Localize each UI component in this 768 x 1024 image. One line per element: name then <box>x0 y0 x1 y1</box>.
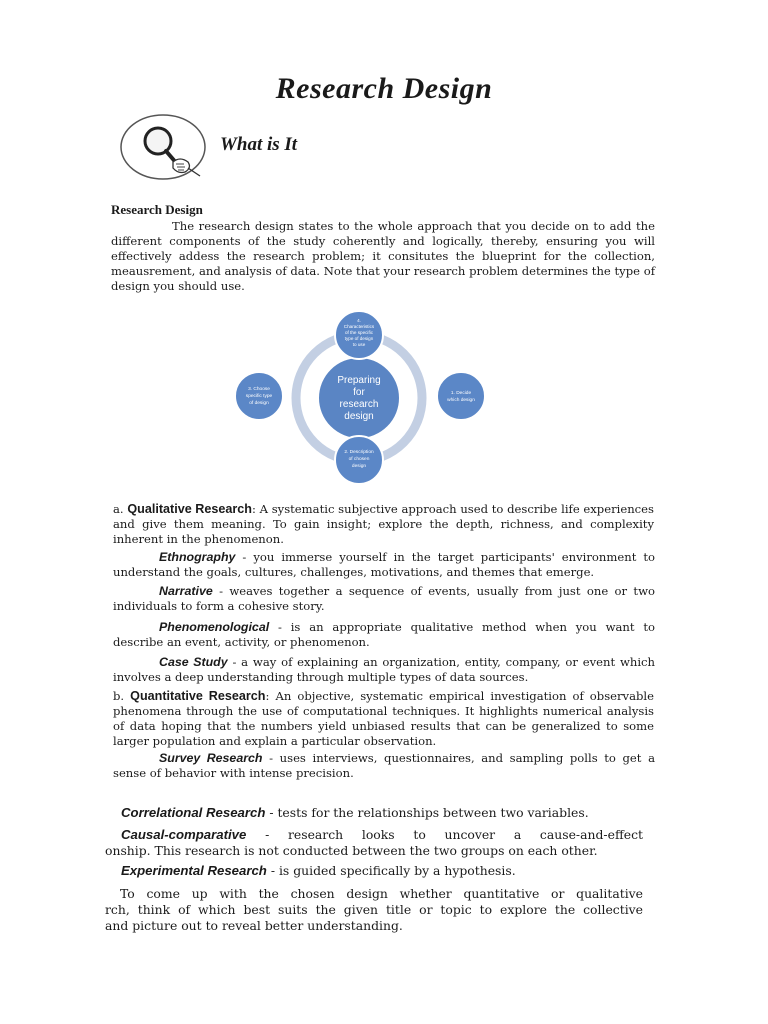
case-study-item <box>113 655 655 685</box>
quantitative-term: Quantitative Research <box>130 689 266 703</box>
node-label-line: to use <box>352 342 366 347</box>
center-node <box>318 357 400 439</box>
closing-line: rch, think of which best suits the given title or topic to explore the collective <box>105 902 643 917</box>
item-definition: - uses interviews, questionnaires, and sampling polls to get a sense of behavior with intense precision. <box>113 751 655 780</box>
top-node <box>335 311 383 359</box>
item-term: Causal-comparative <box>121 827 247 842</box>
list-marker: a. <box>113 502 128 516</box>
item-definition: - a way of explaining an organization, entity, company, or event which involves a deep understanding through multiple types of data sources. <box>113 655 656 684</box>
quantitative-paragraph <box>113 689 654 749</box>
item-definition: - research looks to uncover a cause-and-effect <box>246 827 643 842</box>
item-definition: - is guided specifically by a hypothesis. <box>266 863 516 878</box>
item-term: Survey Research <box>159 751 263 765</box>
survey-research-item <box>113 751 655 781</box>
narrative-item <box>113 584 655 614</box>
center-label-line: research <box>339 399 379 410</box>
node-label-line: 2. Description <box>344 450 374 455</box>
item-term: Narrative <box>159 584 213 598</box>
item-term: Phenomenological <box>159 620 270 634</box>
item-term: Case Study <box>159 655 228 669</box>
center-label-line: Preparing <box>337 375 381 386</box>
qualitative-definition: : A systematic subjective approach used to describe life experiences and give them meaning. To gain insight; explore the depth, richness, and complexity inherent in the phenomenon. <box>113 502 654 546</box>
node-label-line: of the specific <box>344 330 374 335</box>
item-term: Correlational Research <box>121 805 266 820</box>
qualitative-paragraph <box>113 502 654 547</box>
node-label-line: design <box>351 464 367 469</box>
node-label-line: Characteristics <box>343 324 375 329</box>
intro-paragraph: The research design states to the whole approach that you decide on to add the different components of the study coherently and logically, thereby, ensuring you will effectively addess the research problem; it consitutes the blueprint for the collection, meausrement, and analysis of data. Note that your research problem determines the type of design you should use. <box>111 219 655 293</box>
research-design-cycle-diagram <box>228 308 488 484</box>
node-label-line: of design <box>249 401 269 406</box>
node-label-line: 4. <box>357 318 361 323</box>
section-heading: Research Design <box>111 202 203 217</box>
correlational-research-item <box>121 805 661 821</box>
item-term: Ethnography <box>159 550 236 564</box>
causal-comparative-item <box>121 827 643 843</box>
item-definition: - weaves together a sequence of events, usually from just one or two individuals to form a cohesive story. <box>113 584 655 613</box>
node-label-line: 3. Choose <box>248 387 270 392</box>
causal-comparative-continuation: onship. This research is not conducted between the two groups on each other. <box>105 843 598 858</box>
list-marker: b. <box>113 689 131 703</box>
node-label-line: 1. Decide <box>450 391 472 396</box>
center-label-line: design <box>344 411 374 422</box>
right-node <box>437 372 485 420</box>
node-label-line: type of design <box>344 336 374 341</box>
section-subtitle: What is It <box>220 134 298 155</box>
left-node <box>235 372 283 420</box>
experimental-research-item <box>121 863 661 879</box>
node-label-line: which design <box>447 398 475 403</box>
ethnography-item <box>113 550 655 580</box>
node-label-line: specific type <box>245 394 273 399</box>
magnifying-glass-icon <box>118 112 208 182</box>
item-definition: - tests for the relationships between two variables. <box>265 805 589 820</box>
bottom-node <box>335 436 383 484</box>
closing-line: To come up with the chosen design whether quantitative or qualitative <box>120 886 643 901</box>
center-label-line: for <box>353 387 365 398</box>
closing-line: and picture out to reveal better understanding. <box>105 918 403 933</box>
item-definition: - you immerse yourself in the target participants' environment to understand the goals, cultures, challenges, motivations, and themes that emerge. <box>113 550 655 579</box>
item-term: Experimental Research <box>121 863 267 878</box>
quantitative-definition: : An objective, systematic empirical investigation of observable phenomena through the use of computational techniques. It highlights numerical analysis of data hoping that the numbers yield unbiased results that can be generalized to some larger population and explain a particular observation. <box>113 689 654 748</box>
qualitative-term: Qualitative Research <box>127 502 252 516</box>
node-label-line: of chosen <box>348 457 370 462</box>
item-definition: - is an appropriate qualitative method when you want to describe an event, activity, or phenomenon. <box>113 620 655 649</box>
phenomenological-item <box>113 620 655 650</box>
page-title: Research Design <box>275 72 493 105</box>
